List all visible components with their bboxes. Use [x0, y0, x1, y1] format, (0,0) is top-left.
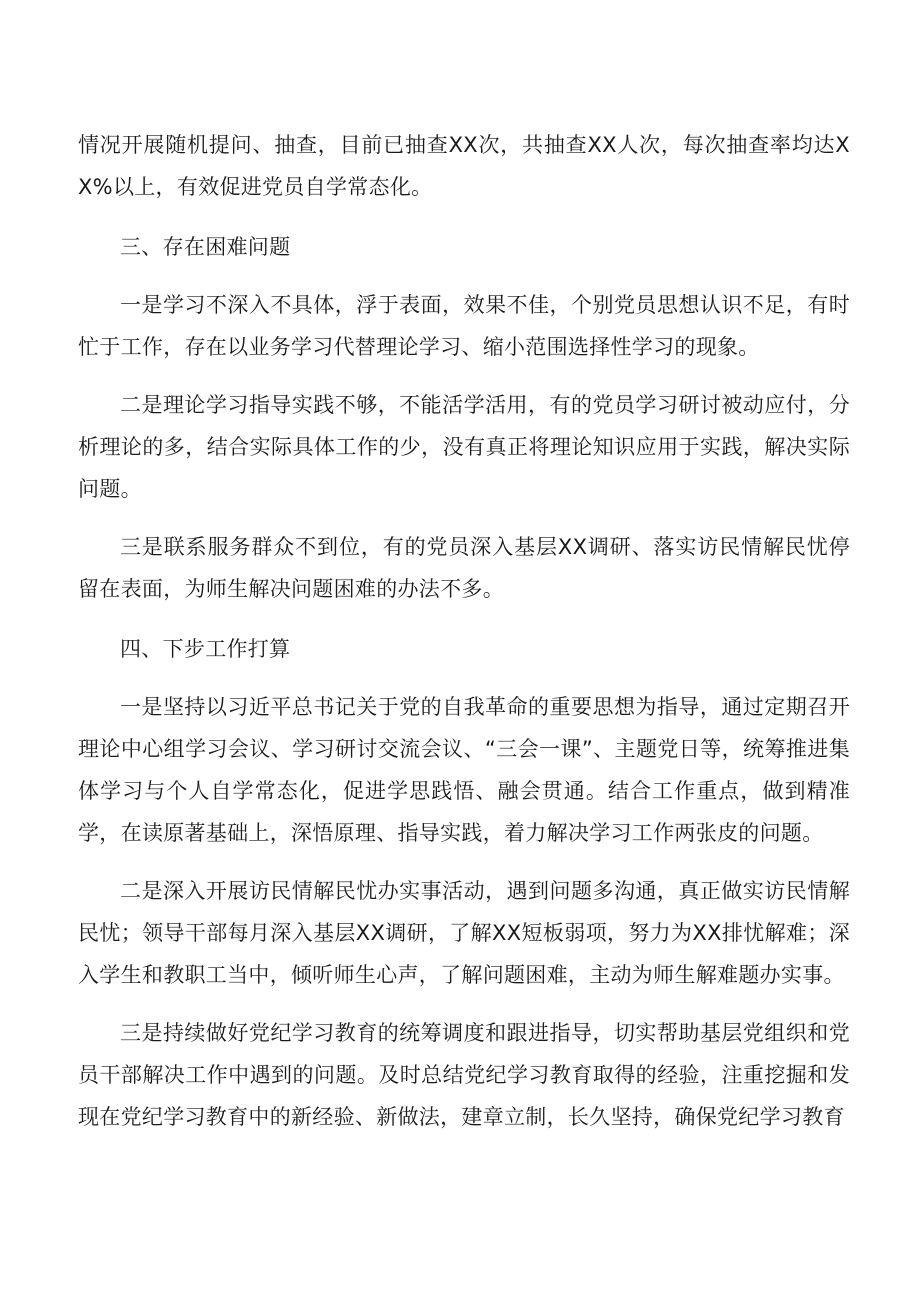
- paragraph-problem-1: 一是学习不深入不具体，浮于表面，效果不佳，个别党员思想认识不足，有时忙于工作，存在以业务学习代替理论学习、缩小范围选择性学习的现象。: [78, 293, 850, 359]
- section-heading-problems: 三、存在困难问题: [120, 235, 291, 259]
- paragraph-continued-spot-check: 情况开展随机提问、抽查，目前已抽查XX次，共抽查XX人次，每次抽查率均达XX%以上，有效促进党员自学常态化。: [78, 133, 850, 199]
- paragraph-plan-1: 一是坚持以习近平总书记关于党的自我革命的重要思想为指导，通过定期召开理论中心组学习会议、学习研讨交流会议、“三会一课”、主题党日等，统筹推进集体学习与个人自学常态化，促进学思践悟、融会贯通。结合工作重点，做到精准学，在读原著基础上，深悟原理、指导实践，着力解决学习工作两张皮的问题。: [78, 695, 850, 845]
- paragraph-plan-2: 二是深入开展访民情解民忧办实事活动，遇到问题多沟通，真正做实访民情解民忧；领导干部每月深入基层XX调研，了解XX短板弱项，努力为XX排忧解难；深入学生和教职工当中，倾听师生心声，了解问题困难，主动为师生解难题办实事。: [78, 879, 850, 987]
- paragraph-plan-3: 三是持续做好党纪学习教育的统筹调度和跟进指导，切实帮助基层党组织和党员干部解决工作中遇到的问题。及时总结党纪学习教育取得的经验，注重挖掘和发现在党纪学习教育中的新经验、新做法，建章立制，长久坚持，确保党纪学习教育: [78, 1021, 850, 1129]
- paragraph-problem-3: 三是联系服务群众不到位，有的党员深入基层XX调研、落实访民情解民忧停留在表面，为师生解决问题困难的办法不多。: [78, 535, 850, 601]
- paragraph-problem-2: 二是理论学习指导实践不够，不能活学活用，有的党员学习研讨被动应付，分析理论的多，结合实际具体工作的少，没有真正将理论知识应用于实践，解决实际问题。: [78, 393, 850, 501]
- document-body: [78, 124, 850, 1138]
- section-heading-next-steps: 四、下步工作打算: [120, 637, 291, 661]
